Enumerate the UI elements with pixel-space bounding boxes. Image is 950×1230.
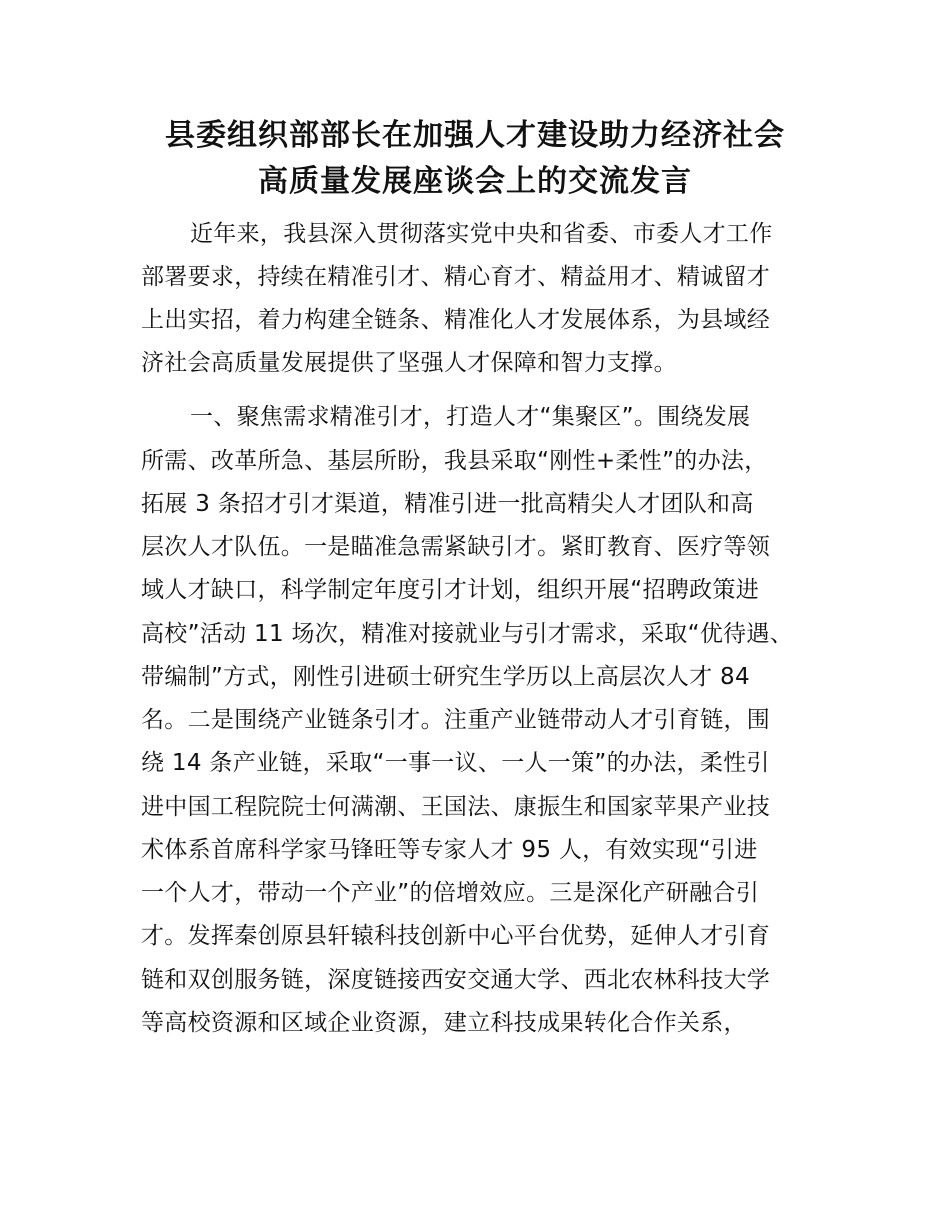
paragraph-line: 济社会高质量发展提供了坚强人才保障和智力支撑。 bbox=[141, 350, 677, 376]
paragraph-line: 所需、改革所急、基层所盼，我县采取“刚性+柔性”的办法， bbox=[141, 448, 768, 474]
paragraph-line: 层次人才队伍。一是瞄准急需紧缺引才。紧盯教育、医疗等领 bbox=[141, 534, 771, 560]
document-title-line-1: 县委组织部部长在加强人才建设助力经济社会 bbox=[165, 118, 785, 153]
paragraph-line: 绕 14 条产业链，采取“一事一议、一人一策”的办法，柔性引 bbox=[141, 750, 770, 776]
paragraph-line: 等高校资源和区域企业资源，建立科技成果转化合作关系， bbox=[141, 1010, 747, 1036]
paragraph-line: 拓展 3 条招才引才渠道，精准引进一批高精尖人才团队和高 bbox=[141, 491, 754, 517]
paragraph-line: 部署要求，持续在精准引才、精心育才、精益用才、精诚留才 bbox=[141, 264, 771, 290]
paragraph-line: 术体系首席科学家马锋旺等专家人才 95 人，有效实现“引进 bbox=[141, 837, 758, 863]
paragraph-line: 链和双创服务链，深度链接西安交通大学、西北农林科技大学 bbox=[141, 967, 771, 993]
paragraph-line: 才。发挥秦创原县轩辕科技创新中心平台优势，延伸人才引育 bbox=[141, 923, 771, 949]
paragraph-line: 名。二是围绕产业链条引才。注重产业链带动人才引育链，围 bbox=[141, 707, 771, 733]
paragraph-line: 高校”活动 11 场次，精准对接就业与引才需求，采取“优待遇、 bbox=[141, 621, 794, 647]
paragraph-line: 近年来，我县深入贯彻落实党中央和省委、市委人才工作 bbox=[190, 221, 773, 247]
paragraph-line: 一、聚焦需求精准引才，打造人才“集聚区”。围绕发展 bbox=[190, 404, 751, 430]
paragraph-line: 域人才缺口，科学制定年度引才计划，组织开展“招聘政策进 bbox=[141, 577, 760, 603]
document-title-line-2: 高质量发展座谈会上的交流发言 bbox=[258, 164, 692, 199]
paragraph-line: 一个人才，带动一个产业”的倍增效应。三是深化产研融合引 bbox=[141, 880, 760, 906]
paragraph-line: 进中国工程院院士何满潮、王国法、康振生和国家苹果产业技 bbox=[141, 794, 771, 820]
paragraph-line: 带编制”方式，刚性引进硕士研究生学历以上高层次人才 84 bbox=[141, 664, 750, 690]
paragraph-line: 上出实招，着力构建全链条、精准化人才发展体系，为县域经 bbox=[141, 307, 771, 333]
